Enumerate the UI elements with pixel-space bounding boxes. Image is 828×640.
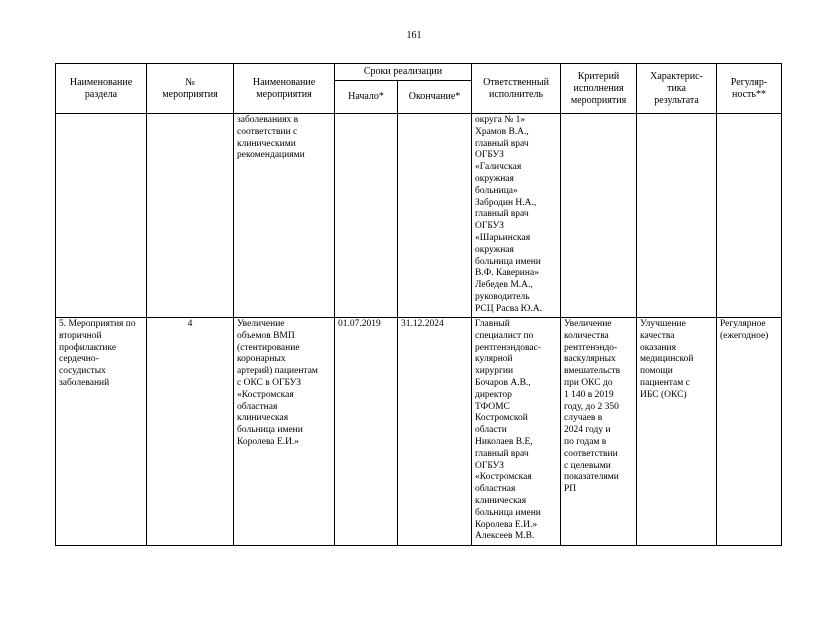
cell-number: 4 <box>147 318 234 546</box>
activities-table <box>55 63 782 546</box>
page-number: 161 <box>406 30 422 41</box>
header-terms: Сроки реализации <box>335 64 472 81</box>
table-row <box>56 114 782 318</box>
header-criterion: Критерий исполнения мероприятия <box>561 64 637 114</box>
cell-result: Улучшение качества оказания медицинской помощи пациентам с ИБС (ОКС) <box>637 318 717 546</box>
cell-result <box>637 114 717 318</box>
header-end: Окончание* <box>398 81 472 114</box>
header-start: Начало* <box>335 81 398 114</box>
header-section: Наименование раздела <box>56 64 147 114</box>
cell-section: 5. Мероприятия по вторичной профилактике сердечно- сосудистых заболеваний <box>56 318 147 546</box>
cell-number <box>147 114 234 318</box>
cell-end <box>398 114 472 318</box>
header-activity: Наименование мероприятия <box>234 64 335 114</box>
cell-criterion: Увеличение количества рентгенэндо- васкулярных вмешательств при ОКС до 1 140 в 2019 году, до 2 350 случаев в 2024 году и по годам в соответствии с целевыми показателями РП <box>561 318 637 546</box>
cell-activity: Увеличение объемов ВМП (стентирование коронарных артерий) пациентам с ОКС в ОГБУЗ «Костромская областная клиническая больница имени Королева Е.И.» <box>234 318 335 546</box>
cell-regularity: Регулярное (ежегодное) <box>717 318 782 546</box>
cell-regularity <box>717 114 782 318</box>
cell-section <box>56 114 147 318</box>
header-number: № мероприятия <box>147 64 234 114</box>
cell-criterion <box>561 114 637 318</box>
cell-end: 31.12.2024 <box>398 318 472 546</box>
table-row <box>56 318 782 546</box>
cell-executor: округа № 1» Храмов В.А., главный врач ОГБУЗ «Галичская окружная больница» Забродин Н.А., главный врач ОГБУЗ «Шарьинская окружная больница имени В.Ф. Каверина» Лебедев М.А., руководитель РСЦ Расва Ю.А. <box>472 114 561 318</box>
header-result: Характерис- тика результата <box>637 64 717 114</box>
cell-start: 01.07.2019 <box>335 318 398 546</box>
header-executor: Ответственный исполнитель <box>472 64 561 114</box>
header-row-1 <box>56 64 782 81</box>
cell-activity: заболеваниях в соответствии с клиническими рекомендациями <box>234 114 335 318</box>
cell-start <box>335 114 398 318</box>
header-regularity: Регуляр- ность** <box>717 64 782 114</box>
cell-executor: Главный специалист по рентгенэндовас- кулярной хирургии Бочаров А.В., директор ТФОМС Костромской области Николаев В.Е, главный врач ОГБУЗ «Костромская областная клиническая больница имени Королева Е.И.» Алексеев М.В. <box>472 318 561 546</box>
